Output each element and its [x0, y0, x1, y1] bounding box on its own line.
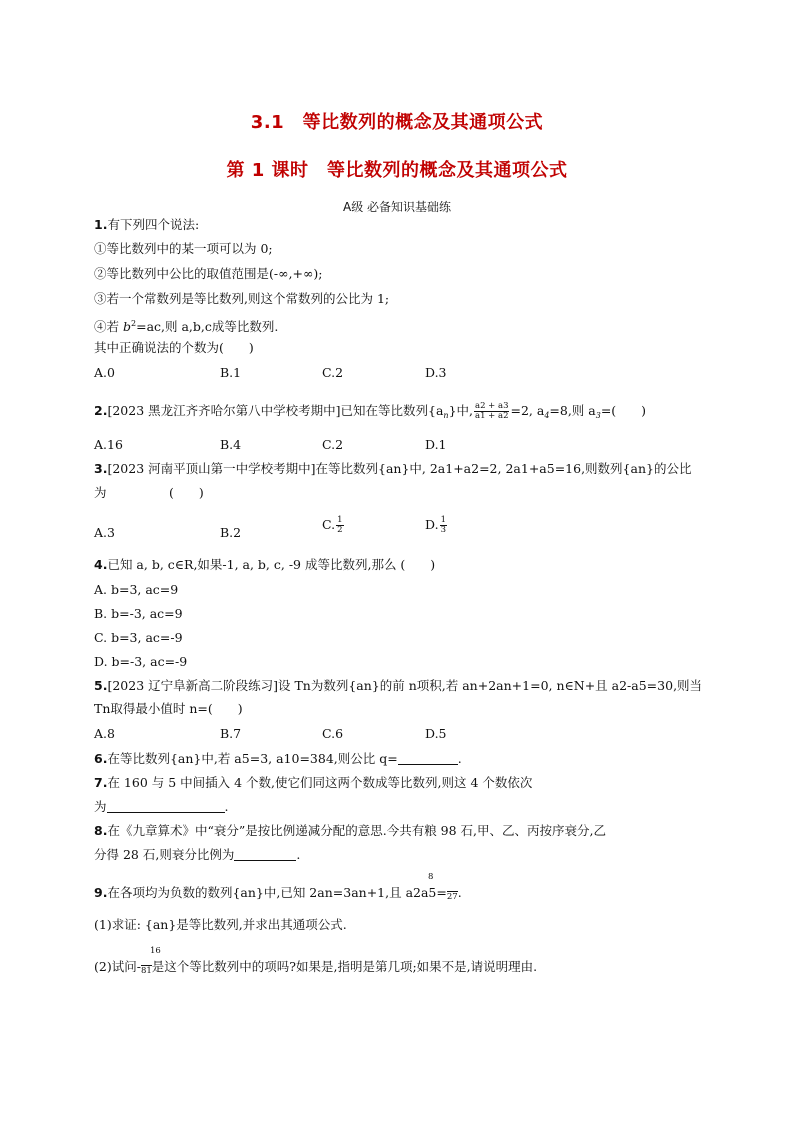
q1-statement-2: ②等比数列中公比的取值范围是(-∞,+∞); — [94, 266, 323, 281]
q9-stem: 9.在各项均为负数的数列{an}中,已知 2an=3an+1,且 a2a5=27. — [94, 885, 462, 902]
level-heading: A级 必备知识基础练 — [342, 200, 452, 214]
q1-option-a: A.0 — [94, 365, 115, 380]
q2-option-c: C.2 — [322, 437, 344, 452]
q2-stem: 2.[2023 黑龙江齐齐哈尔第八中学校考期中]已知在等比数列$\{a_n\}$中, $\frac{a2 + a3}{a1 + a2}$ =2, $a_4=8$,则 $a_3=$( ) — [94, 401, 647, 421]
q4-option-c: C. b=3, ac=-9 — [94, 630, 183, 645]
q9-fraction-denominator: 27 — [446, 892, 458, 902]
q7-answer-blank[interactable] — [107, 800, 225, 813]
section-title: 3.1 等比数列的概念及其通项公式 — [250, 112, 544, 133]
q3-stem-line2: 为 ( ) — [94, 485, 204, 500]
q5-option-d: D.5 — [425, 726, 447, 741]
q2-fraction: $\frac{a2 + a3}{a1 + a2}$ — [475, 401, 509, 421]
q1-stem: 1.有下列四个说法: — [94, 217, 200, 232]
q8-stem-line2: 分得 28 石,则衰分比例为 . — [94, 847, 301, 862]
q4-stem: 4.已知 a, b, c∈R,如果-1, a, b, c, -9 成等比数列,那么 ( ) — [94, 557, 436, 572]
q4-option-a: A. b=3, ac=9 — [94, 582, 179, 597]
q2-option-a: A.16 — [94, 437, 123, 452]
q4-option-d: D. b=-3, ac=-9 — [94, 654, 188, 669]
q1-statement-1: ①等比数列中的某一项可以为 0; — [94, 241, 273, 256]
q3-option-b: B.2 — [220, 525, 242, 540]
q6-stem: 6.在等比数列{an}中,若 a5=3, a10=384,则公比 q= . — [94, 751, 462, 766]
q9-part-2: (2)试问-81是这个等比数列中的项吗?如果是,指明是第几项;如果不是,请说明理由. — [94, 959, 538, 976]
q8-stem-line1: 8.在《九章算术》中“衰分”是按比例递减分配的意思.今共有粮 98 石,甲、乙、丙按序衰分,乙 — [94, 823, 607, 838]
q4-option-b: B. b=-3, ac=9 — [94, 606, 183, 621]
q9-fraction-numerator: 8 — [428, 872, 434, 882]
q2-option-b: B.4 — [220, 437, 242, 452]
q8-answer-blank[interactable] — [234, 848, 296, 861]
q5-stem-line2: Tn取得最小值时 n=( ) — [94, 701, 243, 716]
q5-option-c: C.6 — [322, 726, 344, 741]
q5-option-b: B.7 — [220, 726, 242, 741]
q1-statement-3: ③若一个常数列是等比数列,则这个常数列的公比为 1; — [94, 291, 390, 306]
q7-stem-line1: 7.在 160 与 5 中间插入 4 个数,使它们同这两个数成等比数列,则这 4 个数依次 — [94, 775, 533, 790]
q1-statement-4: ④若 $b^2=ac$,则 a,b,c成等比数列. — [94, 319, 279, 334]
q1-option-d: D.3 — [425, 365, 447, 380]
q9-p2-numerator: 16 — [150, 946, 161, 956]
q7-stem-line2: 为 . — [94, 799, 229, 814]
q3-stem-line1: 3.[2023 河南平顶山第一中学校考期中]在等比数列{an}中, 2a1+a2=2, 2a1+a5=16,则数列{an}的公比 — [94, 461, 692, 476]
lesson-title: 第 1 课时 等比数列的概念及其通项公式 — [226, 160, 568, 181]
q1-option-b: B.1 — [220, 365, 242, 380]
q6-answer-blank[interactable] — [398, 752, 458, 765]
q3-option-a: A.3 — [94, 525, 115, 540]
q3-option-d: D. $\frac{1}{3}$ — [425, 515, 446, 535]
q5-stem-line1: 5.[2023 辽宁阜新高二阶段练习]设 Tn为数列{an}的前 n项积,若 an+2an+1=0, n∈N+且 a2-a5=30,则当 — [94, 678, 703, 693]
q2-option-d: D.1 — [425, 437, 447, 452]
q5-option-a: A.8 — [94, 726, 115, 741]
q9-part-1: (1)求证: {an}是等比数列,并求出其通项公式. — [94, 917, 347, 932]
q1-option-c: C.2 — [322, 365, 344, 380]
q3-option-c: C. $\frac{1}{2}$ — [322, 515, 343, 535]
q1-question: 其中正确说法的个数为( ) — [94, 340, 254, 355]
